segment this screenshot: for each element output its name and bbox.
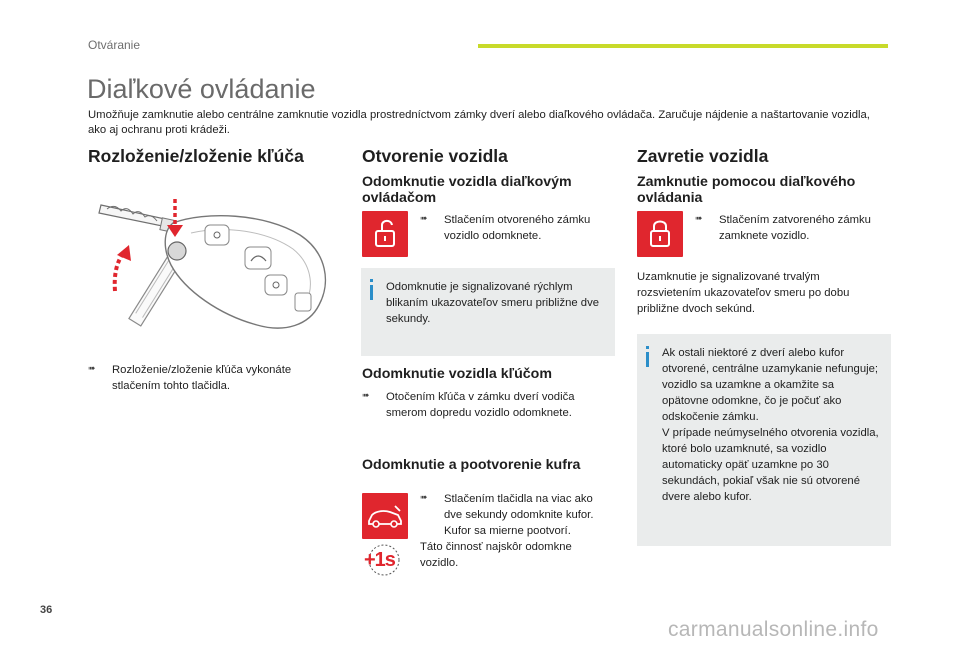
- lock-icon: [637, 211, 683, 257]
- timer-icon: [362, 543, 408, 577]
- col3-text: Uzamknutie je signalizované trvalým rozsvietením ukazovateľov smeru po dobu približne dvoch sekúnd.: [637, 271, 850, 315]
- col3-sub1-heading: Zamknutie pomocou diaľkového ovládania: [637, 174, 856, 206]
- col2-sub2-heading: Odomknutie vozidla kľúčom: [362, 366, 552, 382]
- watermark: carmanualsonline.info: [668, 618, 879, 641]
- col3-heading: Zavretie vozidla: [637, 146, 769, 166]
- header-accent-bar: [478, 44, 888, 48]
- col2-sub1-bullet: ➠ Stlačením otvoreného zámku vozidlo odomknete.: [420, 213, 591, 242]
- col2-sub3-extra: Táto činnosť najskôr odomkne vozidlo.: [420, 541, 572, 569]
- col2-sub3-heading: Odomknutie a pootvorenie kufra: [362, 457, 581, 473]
- col2-sub2-bullet: ➠ Otočením kľúča v zámku dverí vodiča smerom dopredu vozidlo odomknete.: [362, 390, 575, 419]
- key-fob-illustration: [95, 195, 335, 345]
- col2-sub1-heading: Odomknutie vozidla diaľkovým ovládačom: [362, 174, 572, 206]
- bullet-arrow-icon: ➠: [420, 213, 428, 223]
- col1-heading: Rozloženie/zloženie kľúča: [88, 146, 304, 166]
- trunk-icon: [362, 493, 408, 539]
- section-label: Otváranie: [88, 38, 141, 52]
- col1-bullet: ➠ Rozloženie/zloženie kľúča vykonáte stlačením tohto tlačidla.: [88, 363, 292, 392]
- bullet-arrow-icon: ➠: [88, 363, 96, 373]
- col2-info-note: Odomknutie je signalizované rýchlym blikaním ukazovateľov smeru približne dve sekundy.: [361, 268, 615, 356]
- col2-sub3-bullet: ➠ Stlačením tlačidla na viac ako dve sekundy odomknite kufor. Kufor sa mierne pootvorí.: [420, 492, 594, 537]
- bullet-arrow-icon: ➠: [362, 390, 370, 400]
- col3-sub1-bullet: ➠ Stlačením zatvoreného zámku zamknete vozidlo.: [695, 213, 871, 242]
- bullet-arrow-icon: ➠: [420, 492, 428, 502]
- col2-heading: Otvorenie vozidla: [362, 146, 508, 166]
- info-icon: [646, 352, 649, 367]
- info-icon: [370, 285, 373, 300]
- page-number: 36: [40, 604, 53, 616]
- col3-info-note: Ak ostali niektoré z dverí alebo kufor otvorené, centrálne uzamykanie nefunguje; vozidlo sa uzamkne a okamžite sa opätovne odomkne, čo je počuť ako odskočenie zámku. V prípade neúmyselného otvorenia vozidla, ktoré bolo uzamknuté, sa vozidlo automaticky opäť uzamkne po 30 sekundách, pokiaľ však nie sú otvorené dvere alebo kufor.: [637, 334, 891, 546]
- page-title: Diaľkové ovládanie: [87, 74, 316, 104]
- intro-text: Umožňuje zamknutie alebo centrálne zamknutie vozidla prostredníctvom zámky dverí alebo diaľkového ovládača. Zaručuje nájdenie a naštartovanie vozidla, ako aj ochranu proti krádeži.: [88, 109, 870, 136]
- timer-label: +1s: [364, 549, 395, 571]
- unlock-icon: [362, 211, 408, 257]
- bullet-arrow-icon: ➠: [695, 213, 703, 223]
